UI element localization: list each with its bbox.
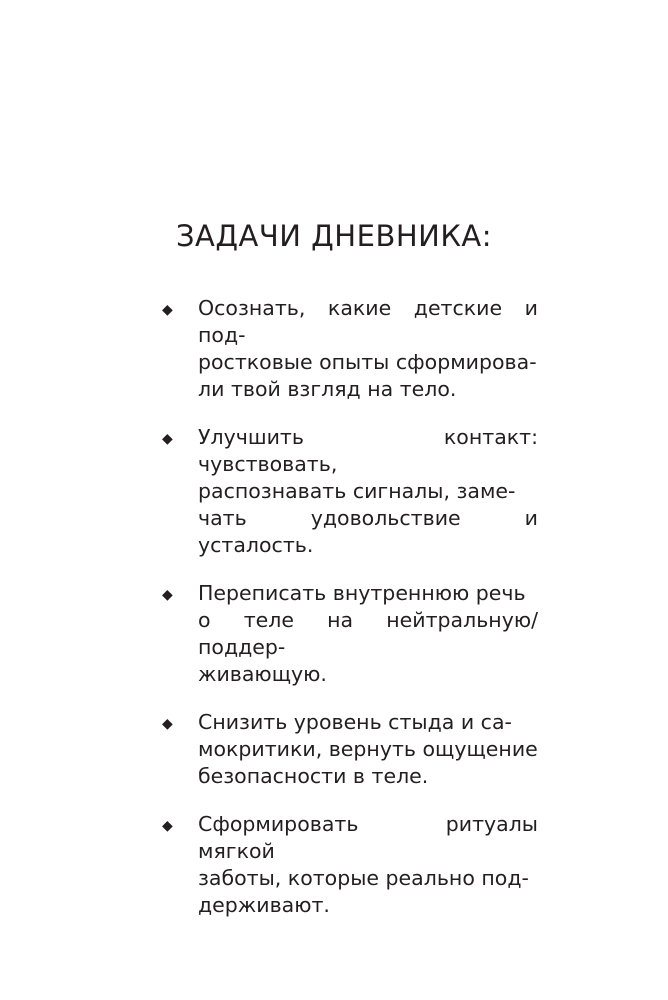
list-item xyxy=(160,295,538,403)
list-item-text: Сформировать ритуалы мягкой заботы, которые реально под- держивают. xyxy=(198,812,538,917)
list-item-text: Переписать внутреннюю речь о теле на нейтральную/поддер- живающую. xyxy=(198,581,538,686)
diamond-bullet-icon: ◆ xyxy=(162,431,173,447)
list-item-text: Снизить уровень стыда и са- мокритики, вернуть ощущение безопасности в теле. xyxy=(198,710,538,788)
list-item xyxy=(160,811,538,919)
page-title: ЗАДАЧИ ДНЕВНИКА: xyxy=(175,219,493,253)
goals-list xyxy=(160,295,538,940)
list-item xyxy=(160,709,538,790)
diamond-bullet-icon: ◆ xyxy=(162,587,173,603)
list-item-text: Улучшить контакт: чувствовать, распознавать сигналы, заме- чать удовольствие и усталость. xyxy=(198,425,538,557)
diamond-bullet-icon: ◆ xyxy=(162,302,173,318)
diamond-bullet-icon: ◆ xyxy=(162,716,173,732)
list-item xyxy=(160,424,538,559)
diamond-bullet-icon: ◆ xyxy=(162,818,173,834)
list-item xyxy=(160,580,538,688)
list-item-text: Осознать, какие детские и под- ростковые опыты сформирова- ли твой взгляд на тело. xyxy=(198,296,538,401)
